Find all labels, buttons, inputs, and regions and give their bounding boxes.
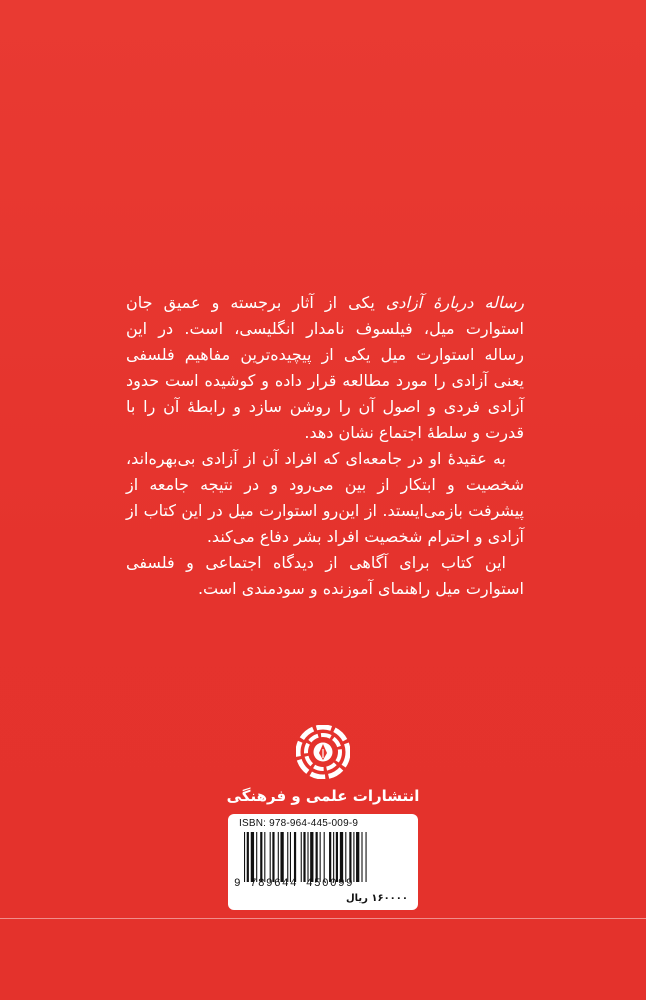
blurb-paragraph-1	[126, 290, 524, 446]
book-title-inline: رساله دربارهٔ آزادی	[385, 293, 524, 312]
barcode-digits: 9 789644 450099	[234, 878, 355, 890]
price-text: ۱۶۰۰۰۰ ریال	[345, 893, 408, 904]
isbn-text: ISBN: 978-964-445-009-9	[239, 818, 359, 829]
blurb-text	[126, 290, 524, 602]
blurb-paragraph-2: به عقیدهٔ او در جامعه‌ای که افراد آن از آزادی بی‌بهره‌اند، شخصیت و ابتکار از بین می‌رود و در نتیجه جامعه از پیشرفت بازمی‌ایستد. از این‌رو استوارت میل در این کتاب از آزادی و احترام شخصیت افراد بشر دفاع می‌کند.	[126, 449, 524, 546]
cover-divider	[0, 918, 646, 919]
blurb-paragraph-1-text: یکی از آثار برجسته و عمیق جان استوارت میل، فیلسوف نامدار انگلیسی، است. در این رساله استوارت میل یکی از پیچیده‌ترین مفاهیم فلسفی یعنی آزادی را مورد مطالعه قرار داده و کوشیده است حدود آزادی فردی و اصول آن را روشن سازد و رابطهٔ آن را با قدرت و سلطهٔ اجتماع نشان دهد.	[126, 293, 524, 442]
pen-nib-circle-icon	[296, 725, 350, 779]
barcode-bars	[242, 832, 406, 882]
blurb-paragraph-3: این کتاب برای آگاهی از دیدگاه اجتماعی و فلسفی استوارت میل راهنمای آموزنده و سودمندی است.	[126, 553, 524, 598]
barcode-label	[228, 814, 418, 910]
publisher-name: انتشارات علمی و فرهنگی	[226, 787, 420, 805]
